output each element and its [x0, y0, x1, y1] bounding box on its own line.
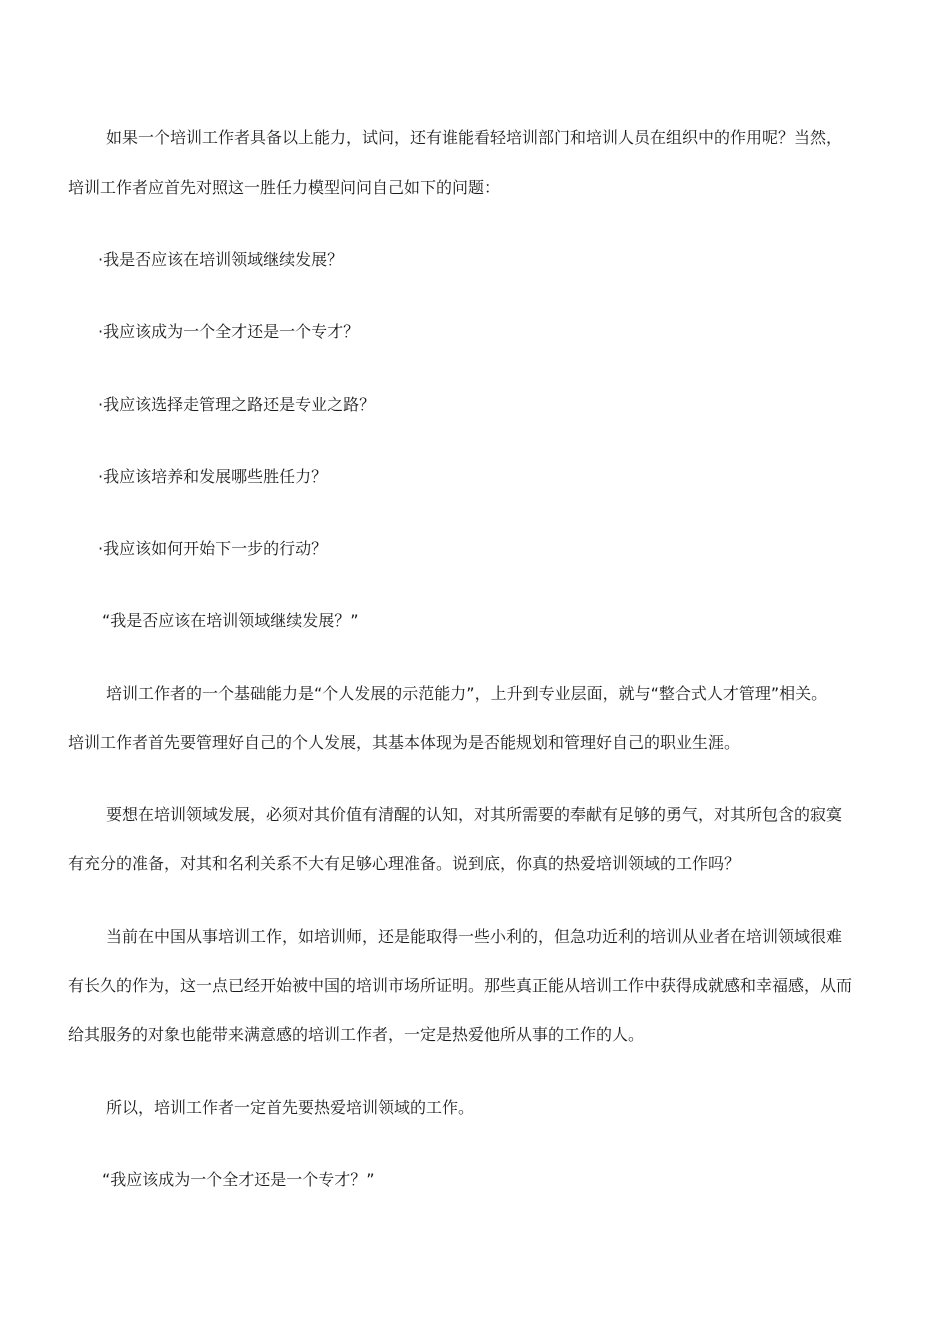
paragraph-8-line-1: 有充分的准备，对其和名利关系不大有足够心理准备。说到底，你真的热爱培训领域的工作吗？	[68, 854, 741, 873]
bullet-question-1: ·我是否应该在培训领域继续发展？	[98, 250, 344, 269]
paragraph-8-line-0: 要想在培训领域发展，必须对其价值有清醒的认知，对其所需要的奉献有足够的勇气，对其所包含的寂寞	[106, 805, 843, 824]
paragraph-7-line-1: 培训工作者首先要管理好自己的个人发展，其基本体现为是否能规划和管理好自己的职业生涯。	[68, 733, 741, 752]
paragraph-0-line-1: 培训工作者应首先对照这一胜任力模型问问自己如下的问题：	[68, 178, 501, 197]
paragraph-9-line-0: 当前在中国从事培训工作，如培训师，还是能取得一些小利的，但急功近利的培训从业者在培训领域很难	[106, 927, 843, 946]
paragraph-0-line-0: 如果一个培训工作者具备以上能力，试问，还有谁能看轻培训部门和培训人员在组织中的作用呢？当然，	[106, 128, 843, 147]
paragraph-7-line-0: 培训工作者的一个基础能力是“个人发展的示范能力”，上升到专业层面，就与“整合式人才管理”相关。	[106, 684, 828, 703]
section-heading-1: “我是否应该在培训领域继续发展？”	[102, 611, 359, 630]
paragraph-10-line-0: 所以，培训工作者一定首先要热爱培训领域的工作。	[106, 1098, 475, 1117]
bullet-question-4: ·我应该培养和发展哪些胜任力？	[98, 467, 328, 486]
bullet-question-3: ·我应该选择走管理之路还是专业之路？	[98, 395, 376, 414]
bullet-question-2: ·我应该成为一个全才还是一个专才？	[98, 322, 360, 341]
paragraph-9-line-2: 给其服务的对象也能带来满意感的培训工作者，一定是热爱他所从事的工作的人。	[68, 1025, 645, 1044]
section-heading-2: “我应该成为一个全才还是一个专才？”	[102, 1170, 375, 1189]
paragraph-9-line-1: 有长久的作为，这一点已经开始被中国的培训市场所证明。那些真正能从培训工作中获得成就感和幸福感，从而	[68, 976, 853, 995]
bullet-question-5: ·我应该如何开始下一步的行动？	[98, 539, 328, 558]
